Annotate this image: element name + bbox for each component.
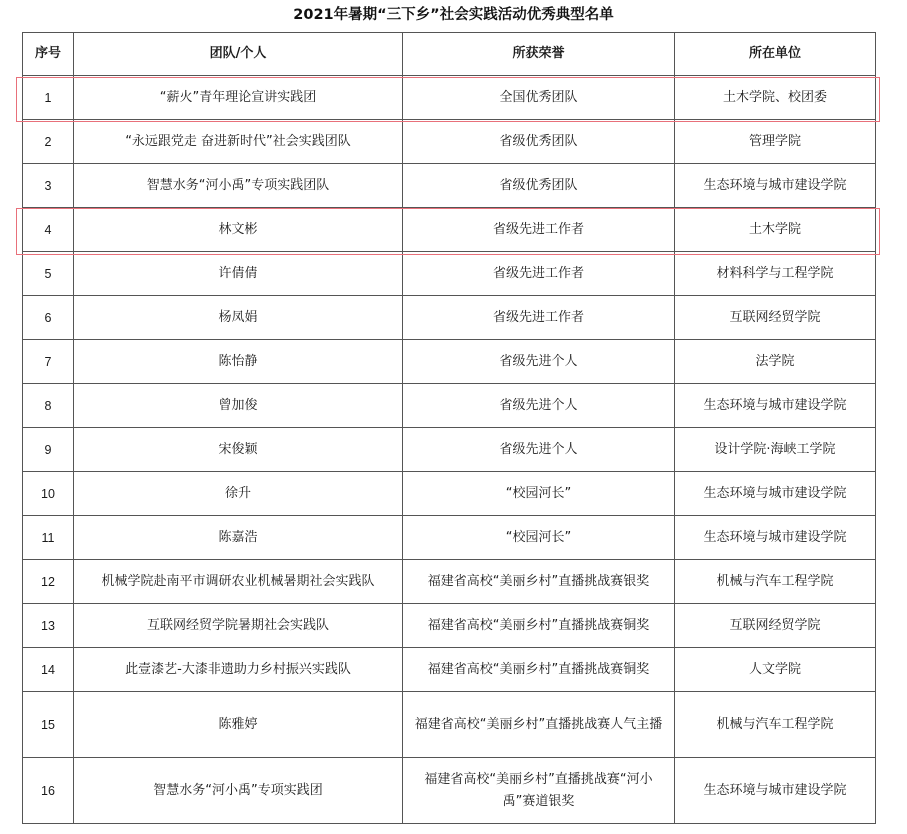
cell-honor: 福建省高校“美丽乡村”直播挑战赛“河小禹”赛道银奖 bbox=[403, 758, 675, 824]
cell-no: 13 bbox=[23, 604, 74, 648]
honor-list-table bbox=[22, 32, 876, 824]
header-unit: 所在单位 bbox=[675, 33, 876, 76]
cell-honor: 省级先进个人 bbox=[403, 384, 675, 428]
cell-unit: 生态环境与城市建设学院 bbox=[675, 164, 876, 208]
cell-unit: 机械与汽车工程学院 bbox=[675, 560, 876, 604]
cell-unit: 生态环境与城市建设学院 bbox=[675, 472, 876, 516]
cell-no: 6 bbox=[23, 296, 74, 340]
cell-no: 3 bbox=[23, 164, 74, 208]
table-body bbox=[23, 76, 876, 824]
table-row bbox=[23, 384, 876, 428]
cell-no: 16 bbox=[23, 758, 74, 824]
cell-honor: 省级优秀团队 bbox=[403, 164, 675, 208]
table-header-row bbox=[23, 33, 876, 76]
cell-team: 互联网经贸学院暑期社会实践队 bbox=[74, 604, 403, 648]
cell-no: 12 bbox=[23, 560, 74, 604]
cell-team: 陈雅婷 bbox=[74, 692, 403, 758]
cell-team: “永远跟党走 奋进新时代”社会实践团队 bbox=[74, 120, 403, 164]
cell-honor: “校园河长” bbox=[403, 472, 675, 516]
cell-team: 陈怡静 bbox=[74, 340, 403, 384]
cell-team: 曾加俊 bbox=[74, 384, 403, 428]
cell-honor: 福建省高校“美丽乡村”直播挑战赛铜奖 bbox=[403, 648, 675, 692]
table-row bbox=[23, 164, 876, 208]
cell-unit: 法学院 bbox=[675, 340, 876, 384]
cell-team: 陈嘉浩 bbox=[74, 516, 403, 560]
table-row bbox=[23, 296, 876, 340]
table-row bbox=[23, 208, 876, 252]
cell-honor: 福建省高校“美丽乡村”直播挑战赛人气主播 bbox=[403, 692, 675, 758]
cell-no: 10 bbox=[23, 472, 74, 516]
cell-honor: 省级优秀团队 bbox=[403, 120, 675, 164]
cell-no: 11 bbox=[23, 516, 74, 560]
cell-no: 7 bbox=[23, 340, 74, 384]
cell-unit: 人文学院 bbox=[675, 648, 876, 692]
cell-unit: 材料科学与工程学院 bbox=[675, 252, 876, 296]
cell-honor: 省级先进个人 bbox=[403, 340, 675, 384]
table-row bbox=[23, 428, 876, 472]
table-row bbox=[23, 560, 876, 604]
cell-unit: 生态环境与城市建设学院 bbox=[675, 516, 876, 560]
cell-no: 15 bbox=[23, 692, 74, 758]
cell-team: 许倩倩 bbox=[74, 252, 403, 296]
table-row bbox=[23, 252, 876, 296]
cell-no: 14 bbox=[23, 648, 74, 692]
cell-team: 杨凤娟 bbox=[74, 296, 403, 340]
cell-no: 1 bbox=[23, 76, 74, 120]
cell-no: 5 bbox=[23, 252, 74, 296]
table-row bbox=[23, 340, 876, 384]
table-row bbox=[23, 472, 876, 516]
cell-team: 宋俊颖 bbox=[74, 428, 403, 472]
cell-honor: 全国优秀团队 bbox=[403, 76, 675, 120]
cell-unit: 土木学院、校团委 bbox=[675, 76, 876, 120]
table-row bbox=[23, 692, 876, 758]
cell-team: 机械学院赴南平市调研农业机械暑期社会实践队 bbox=[74, 560, 403, 604]
cell-honor: 福建省高校“美丽乡村”直播挑战赛铜奖 bbox=[403, 604, 675, 648]
table-row bbox=[23, 758, 876, 824]
cell-team: 此壹漆艺-大漆非遗助力乡村振兴实践队 bbox=[74, 648, 403, 692]
cell-team: 林文彬 bbox=[74, 208, 403, 252]
cell-honor: “校园河长” bbox=[403, 516, 675, 560]
cell-no: 2 bbox=[23, 120, 74, 164]
cell-team: 徐升 bbox=[74, 472, 403, 516]
cell-unit: 互联网经贸学院 bbox=[675, 604, 876, 648]
table-row bbox=[23, 76, 876, 120]
cell-unit: 土木学院 bbox=[675, 208, 876, 252]
cell-honor: 省级先进个人 bbox=[403, 428, 675, 472]
page-title: 2021年暑期“三下乡”社会实践活动优秀典型名单 bbox=[293, 7, 614, 23]
cell-unit: 设计学院·海峡工学院 bbox=[675, 428, 876, 472]
cell-unit: 管理学院 bbox=[675, 120, 876, 164]
cell-unit: 互联网经贸学院 bbox=[675, 296, 876, 340]
cell-unit: 生态环境与城市建设学院 bbox=[675, 384, 876, 428]
cell-team: 智慧水务“河小禹”专项实践团 bbox=[74, 758, 403, 824]
cell-unit: 机械与汽车工程学院 bbox=[675, 692, 876, 758]
table-row bbox=[23, 648, 876, 692]
cell-no: 4 bbox=[23, 208, 74, 252]
cell-no: 8 bbox=[23, 384, 74, 428]
cell-honor: 福建省高校“美丽乡村”直播挑战赛银奖 bbox=[403, 560, 675, 604]
table-row bbox=[23, 120, 876, 164]
header-honor: 所获荣誉 bbox=[403, 33, 675, 76]
cell-honor: 省级先进工作者 bbox=[403, 252, 675, 296]
cell-honor: 省级先进工作者 bbox=[403, 208, 675, 252]
table-row bbox=[23, 516, 876, 560]
header-team: 团队/个人 bbox=[74, 33, 403, 76]
cell-team: “薪火”青年理论宣讲实践团 bbox=[74, 76, 403, 120]
cell-team: 智慧水务“河小禹”专项实践团队 bbox=[74, 164, 403, 208]
cell-honor: 省级先进工作者 bbox=[403, 296, 675, 340]
table-row bbox=[23, 604, 876, 648]
header-no: 序号 bbox=[23, 33, 74, 76]
cell-unit: 生态环境与城市建设学院 bbox=[675, 758, 876, 824]
cell-no: 9 bbox=[23, 428, 74, 472]
